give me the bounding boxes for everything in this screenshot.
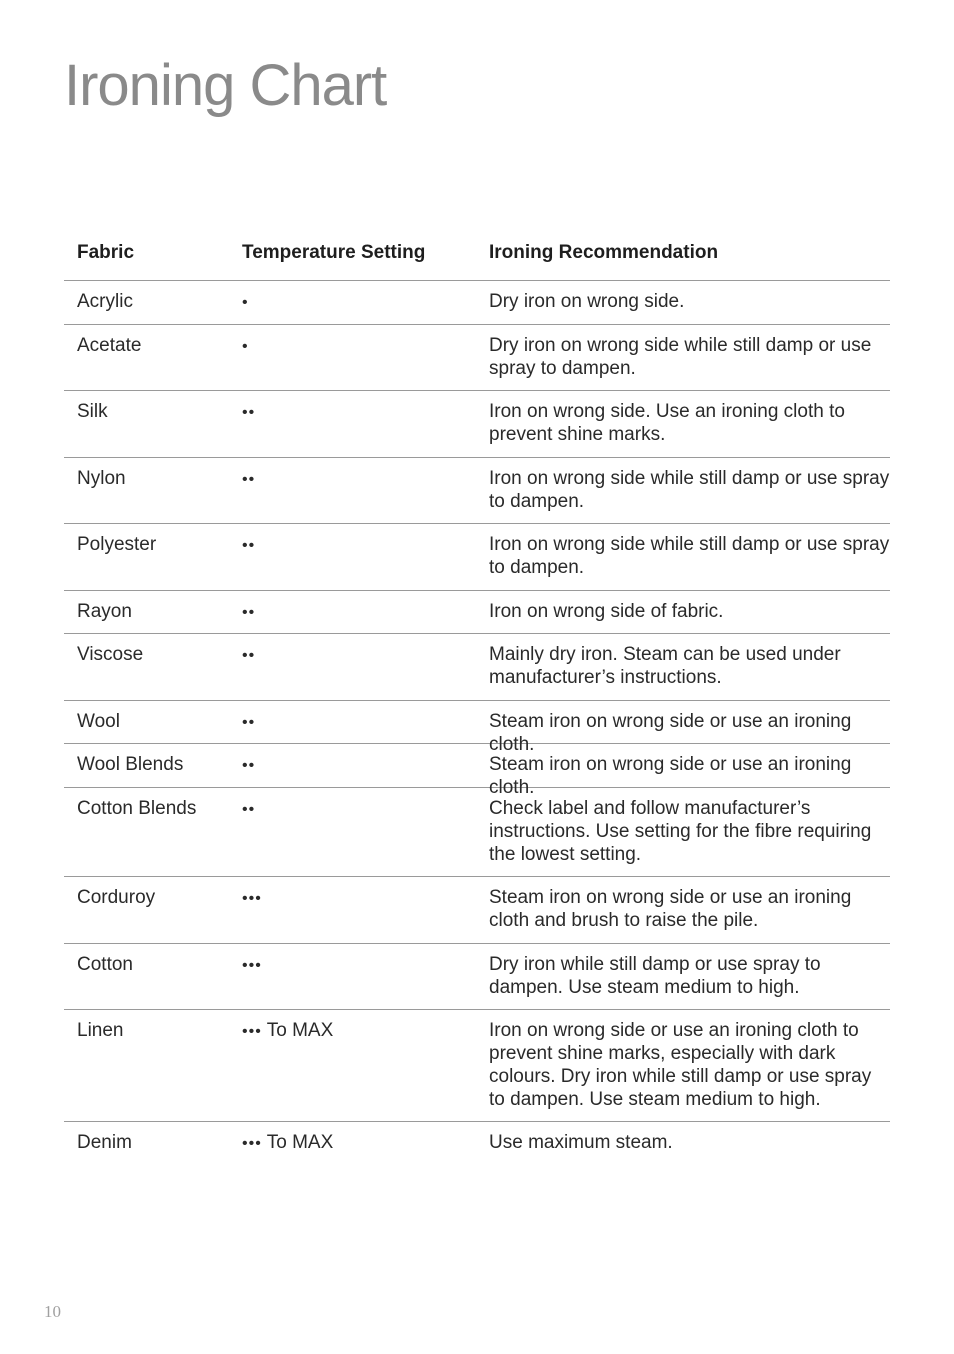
temperature-dots: ••• (242, 890, 262, 907)
temperature-cell (229, 953, 476, 1009)
temperature-cell (229, 467, 476, 523)
temperature-dots: • (242, 338, 249, 355)
recommendation-cell: Dry iron on wrong side while still damp or use spray to dampen. (489, 335, 872, 379)
temperature-dots: •• (242, 714, 256, 731)
temperature-dots: •• (242, 647, 256, 664)
temperature-cell (229, 290, 476, 324)
temperature-cell (229, 753, 476, 787)
temperature-cell (229, 600, 476, 633)
recommendation-cell: Steam iron on wrong side or use an ironing cloth and brush to raise the pile. (489, 887, 852, 931)
fabric-cell: Denim (77, 1132, 132, 1153)
temperature-dots: •• (242, 404, 256, 421)
temperature-cell (229, 797, 476, 876)
temperature-cell (229, 1019, 476, 1121)
table-row (64, 634, 890, 701)
table-row (64, 591, 890, 634)
header-fabric: Fabric (77, 242, 135, 263)
fabric-cell: Viscose (77, 644, 144, 665)
table-body (64, 281, 890, 1166)
recommendation-cell: Mainly dry iron. Steam can be used under manufacturer’s instructions. (489, 644, 841, 688)
temperature-dots: •• (242, 537, 256, 554)
recommendation-cell: Iron on wrong side. Use an ironing cloth to prevent shine marks. (489, 401, 845, 445)
temperature-extra: To MAX (261, 1020, 334, 1041)
temperature-dots: ••• (242, 1023, 262, 1040)
table-row (64, 877, 890, 944)
fabric-cell: Nylon (77, 468, 126, 489)
table-row (64, 524, 890, 591)
temperature-cell (229, 710, 476, 743)
fabric-cell: Cotton (77, 954, 133, 975)
temperature-dots: ••• (242, 957, 262, 974)
table-row (64, 788, 890, 877)
table-row (64, 701, 890, 755)
table-row (64, 458, 890, 524)
fabric-cell: Wool Blends (77, 754, 184, 775)
header-ironing-recommendation: Ironing Recommendation (489, 242, 719, 263)
temperature-cell (229, 1131, 476, 1166)
fabric-cell: Wool (77, 711, 120, 732)
table-row (64, 391, 890, 458)
temperature-cell (229, 400, 476, 457)
table-row (64, 1122, 890, 1166)
ironing-chart-table (64, 226, 890, 1166)
table-row (64, 1010, 890, 1122)
temperature-cell (229, 886, 476, 943)
recommendation-cell: Use maximum steam. (489, 1132, 673, 1153)
fabric-cell: Polyester (77, 534, 157, 555)
recommendation-cell: Iron on wrong side while still damp or use spray to dampen. (489, 468, 890, 512)
recommendation-cell: Iron on wrong side or use an ironing cloth to prevent shine marks, especially with dark colours. Dry iron while still damp or use spray to dampen. Use steam medium to high. (489, 1020, 872, 1110)
temperature-cell (229, 533, 476, 590)
fabric-cell: Silk (77, 401, 108, 422)
table-row (64, 744, 890, 798)
recommendation-cell: Dry iron while still damp or use spray to dampen. Use steam medium to high. (489, 954, 821, 998)
fabric-cell: Acetate (77, 335, 142, 356)
temperature-dots: • (242, 294, 249, 311)
table-row (64, 281, 890, 325)
temperature-cell (229, 334, 476, 390)
recommendation-cell: Iron on wrong side while still damp or use spray to dampen. (489, 534, 890, 578)
table-row (64, 944, 890, 1010)
temperature-cell (229, 643, 476, 700)
recommendation-cell: Steam iron on wrong side or use an ironing cloth. (489, 754, 852, 798)
fabric-cell: Rayon (77, 601, 132, 622)
table-header (64, 226, 890, 281)
recommendation-cell: Iron on wrong side of fabric. (489, 601, 724, 622)
recommendation-cell: Dry iron on wrong side. (489, 291, 685, 312)
temperature-dots: •• (242, 801, 256, 818)
temperature-dots: ••• (242, 1135, 262, 1152)
fabric-cell: Cotton Blends (77, 798, 197, 819)
recommendation-cell: Check label and follow manufacturer’s instructions. Use setting for the fibre requiring the lowest setting. (489, 798, 872, 865)
page-title: Ironing Chart (64, 53, 387, 118)
page-number: 10 (44, 1302, 61, 1321)
header-temperature-setting: Temperature Setting (242, 242, 426, 263)
fabric-cell: Acrylic (77, 291, 133, 312)
recommendation-cell: Steam iron on wrong side or use an ironing cloth. (489, 711, 852, 755)
fabric-cell: Corduroy (77, 887, 156, 908)
temperature-dots: •• (242, 757, 256, 774)
temperature-dots: •• (242, 604, 256, 621)
fabric-cell: Linen (77, 1020, 124, 1041)
temperature-dots: •• (242, 471, 256, 488)
table-row (64, 325, 890, 391)
temperature-extra: To MAX (261, 1132, 334, 1153)
